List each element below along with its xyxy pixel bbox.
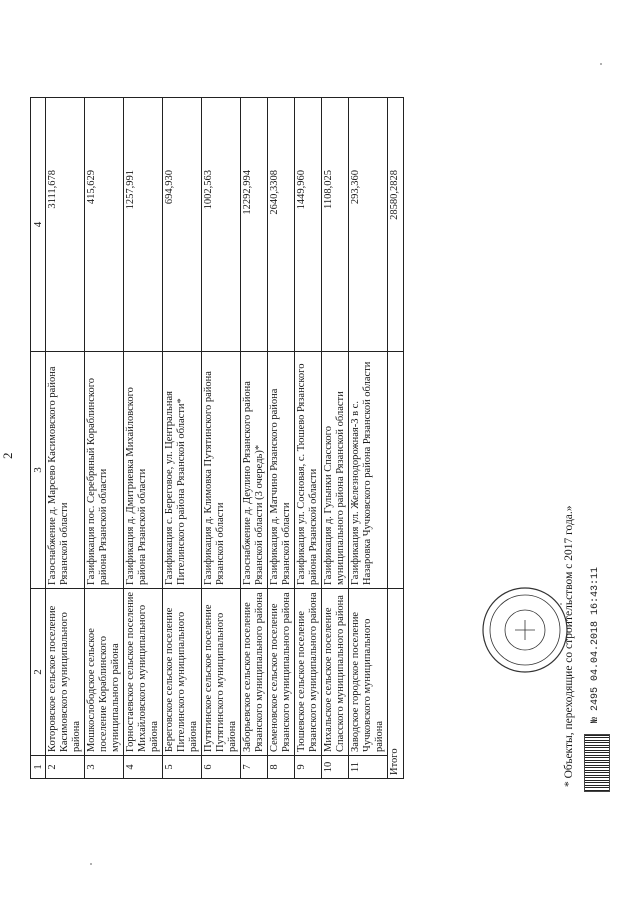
table-row xyxy=(349,98,388,779)
total-value: 28580,2828 xyxy=(388,98,404,352)
row-number: 7 xyxy=(241,756,268,779)
header-cell: 4 xyxy=(31,98,46,352)
table-row xyxy=(241,98,268,779)
row-number: 2 xyxy=(46,756,85,779)
value-cell: 3111,678 xyxy=(46,98,85,352)
table-row xyxy=(295,98,322,779)
footnote: * Объекты, переходящие со строительством с 2017 года.» xyxy=(563,505,575,787)
table-row xyxy=(46,98,85,779)
table-row xyxy=(85,98,124,779)
value-cell: 1257,991 xyxy=(124,98,163,352)
value-cell: 12292,994 xyxy=(241,98,268,352)
object-cell: Газификация д. Матчино Рязанского района Рязанской области xyxy=(268,352,295,589)
value-cell: 293,360 xyxy=(349,98,388,352)
value-cell: 1002,563 xyxy=(202,98,241,352)
scan-speck xyxy=(600,63,602,65)
settlement-cell: Заводское городское поселение Чучковского муниципального района xyxy=(349,589,388,756)
total-row xyxy=(388,98,404,779)
object-cell: Газоснабжение д. Марсево Касимовского района Рязанской области xyxy=(46,352,85,589)
value-cell: 415,629 xyxy=(85,98,124,352)
settlement-cell: Заборьевское сельское поселение Рязанского муниципального района xyxy=(241,589,268,756)
table-body xyxy=(46,98,388,779)
seal-stamp-icon xyxy=(480,585,570,675)
scan-speck xyxy=(560,603,562,605)
object-cell: Газоснабжение д. Деулино Рязанского района Рязанской области (3 очередь)* xyxy=(241,352,268,589)
value-cell: 1449,960 xyxy=(295,98,322,352)
settlement-cell: Путятинское сельское поселение Путятинского муниципального района xyxy=(202,589,241,756)
header-cell: 2 xyxy=(31,589,46,756)
table-row xyxy=(268,98,295,779)
object-cell: Газификация ул. Железнодорожная-3 в с. Назаровка Чучковского района Рязанской области xyxy=(349,352,388,589)
table-row xyxy=(124,98,163,779)
registration-stamp: № 2495 04.04.2018 16:43:11 xyxy=(590,566,601,723)
row-number: 11 xyxy=(349,756,388,779)
row-number: 8 xyxy=(268,756,295,779)
object-cell: Газификация д. Гулынки Спасского муниципального района Рязанской области xyxy=(322,352,349,589)
settlement-cell: Тюшевское сельское поселение Рязанского муниципального района xyxy=(295,589,322,756)
total-label: Итого xyxy=(388,589,404,779)
table-header-row xyxy=(31,98,46,779)
object-cell: Газификация д. Дмитриевка Михайловского района Рязанской области xyxy=(124,352,163,589)
settlement-cell: Котоpовское сельское поселение Касимовского муниципального района xyxy=(46,589,85,756)
table-row xyxy=(202,98,241,779)
table-row xyxy=(163,98,202,779)
scan-speck xyxy=(90,863,92,865)
row-number: 10 xyxy=(322,756,349,779)
total-empty-cell xyxy=(388,352,404,589)
header-cell: 3 xyxy=(31,352,46,589)
page-number: 2 xyxy=(0,452,15,459)
barcode-icon xyxy=(584,734,610,792)
object-cell: Газификация ул. Сосновая, с. Тюшево Рязанского района Рязанской области xyxy=(295,352,322,589)
row-number: 3 xyxy=(85,756,124,779)
table-row xyxy=(322,98,349,779)
object-cell: Газификация пос. Серебряный Кораблинского района Рязанской области xyxy=(85,352,124,589)
object-cell: Газификация с. Береговое, ул. Центральная Пителинского района Рязанской области* xyxy=(163,352,202,589)
settlement-cell: Горностаевское сельское поселение Михайловского муниципального района xyxy=(124,589,163,756)
settlement-cell: Семеновское сельское поселение Рязанского муниципального района xyxy=(268,589,295,756)
value-cell: 2640,3308 xyxy=(268,98,295,352)
header-cell: 1 xyxy=(31,756,46,779)
value-cell: 694,930 xyxy=(163,98,202,352)
settlement-cell: Мошкослободское сельское поселение Кораблинского муниципального района xyxy=(85,589,124,756)
value-cell: 1108,025 xyxy=(322,98,349,352)
row-number: 6 xyxy=(202,756,241,779)
row-number: 9 xyxy=(295,756,322,779)
settlement-cell: Михальское сельское поселение Спасского муниципального района xyxy=(322,589,349,756)
object-cell: Газификация д. Климовка Путятинского района Рязанской области xyxy=(202,352,241,589)
objects-table xyxy=(30,97,404,779)
row-number: 4 xyxy=(124,756,163,779)
row-number: 5 xyxy=(163,756,202,779)
settlement-cell: Береговское сельское поселение Пителинского муниципального района xyxy=(163,589,202,756)
